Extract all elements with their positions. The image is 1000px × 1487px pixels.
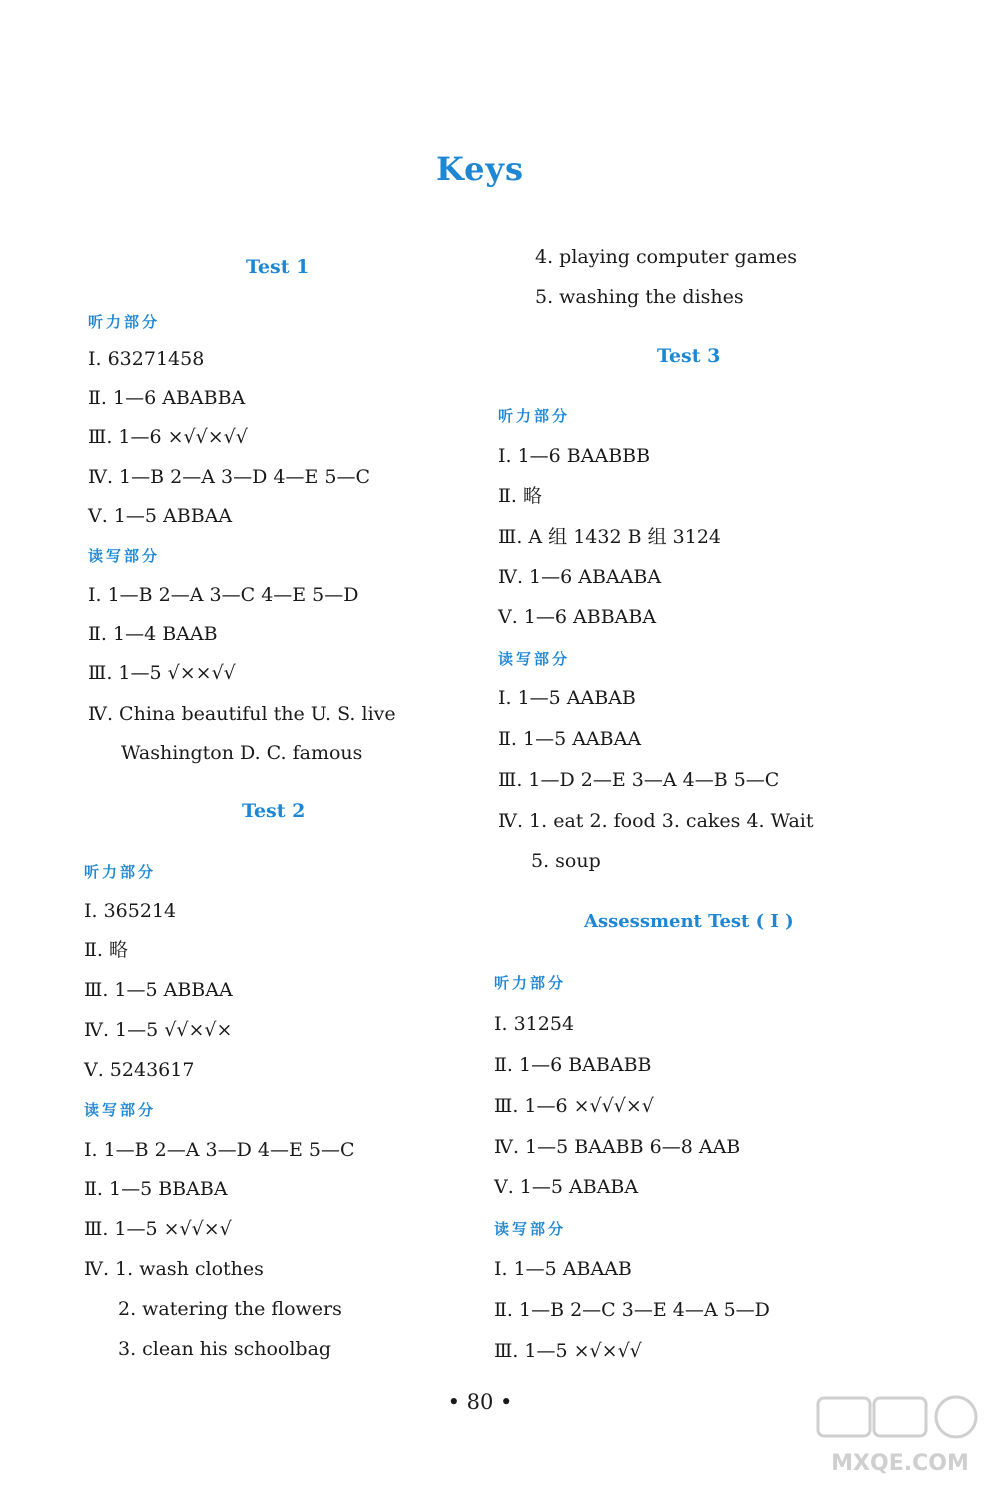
answer-line: Ⅱ. 1—5 AABAA	[498, 728, 642, 750]
answer-line: 3. clean his schoolbag	[118, 1338, 332, 1360]
answer-line: Ⅰ. 1—B 2—A 3—C 4—E 5—D	[88, 584, 359, 606]
answer-line: Ⅰ. 31254	[494, 1013, 575, 1035]
answer-line: Ⅱ. 1—5 BBABA	[84, 1178, 228, 1200]
answer-line: Ⅳ. 1—6 ABAABA	[498, 566, 662, 588]
test-1-rw-label: 读写部分	[88, 547, 161, 565]
answer-line: Ⅰ. 365214	[84, 900, 177, 922]
test-1-title: Test 1	[246, 256, 310, 278]
answer-line: Ⅴ. 1—5 ABABA	[494, 1176, 639, 1198]
assessment-listening-label: 听力部分	[494, 974, 567, 992]
answer-line: Ⅳ. 1. wash clothes	[84, 1258, 264, 1280]
answer-line: Ⅲ. 1—6 ×√√√×√	[494, 1095, 654, 1117]
answer-line: Washington D. C. famous	[121, 742, 363, 764]
answer-line: Ⅰ. 63271458	[88, 348, 205, 370]
answer-line: Ⅳ. 1—5 √√×√×	[84, 1019, 233, 1041]
answer-line: Ⅱ. 略	[498, 485, 542, 507]
answer-line: Ⅴ. 1—6 ABBABA	[498, 606, 657, 628]
test-3-listening-label: 听力部分	[498, 407, 571, 425]
answer-line: Ⅴ. 1—5 ABBAA	[88, 505, 233, 527]
test-2-rw-label: 读写部分	[84, 1101, 157, 1119]
answer-line: Ⅲ. 1—5 ABBAA	[84, 979, 233, 1001]
answer-line: 4. playing computer games	[535, 246, 797, 268]
answer-line: Ⅰ. 1—6 BAABBB	[498, 445, 651, 467]
test-2-listening-label: 听力部分	[84, 863, 157, 881]
answer-line: Ⅲ. 1—6 ×√√×√√	[88, 426, 248, 448]
answer-line: Ⅴ. 5243617	[84, 1059, 195, 1081]
answer-line: Ⅳ. 1. eat 2. food 3. cakes 4. Wait	[498, 810, 814, 832]
test-3-title: Test 3	[657, 345, 721, 367]
answer-line: Ⅲ. 1—5 √××√√	[88, 662, 236, 684]
test-2-title: Test 2	[242, 800, 306, 822]
answer-line: Ⅱ. 1—B 2—C 3—E 4—A 5—D	[494, 1299, 770, 1321]
answer-line: 5. soup	[531, 850, 601, 872]
answer-line: Ⅱ. 1—6 BABABB	[494, 1054, 652, 1076]
answer-line: Ⅳ. 1—B 2—A 3—D 4—E 5—C	[88, 466, 370, 488]
answer-line: Ⅱ. 1—4 BAAB	[88, 623, 218, 645]
answer-line: Ⅳ. China beautiful the U. S. live	[88, 703, 396, 725]
answer-line: Ⅲ. 1—5 ×√√×√	[84, 1218, 232, 1240]
page-title: Keys	[435, 150, 525, 188]
answer-line: Ⅱ. 1—6 ABABBA	[88, 387, 246, 409]
test-1-listening-label: 听力部分	[88, 313, 161, 331]
answer-line: Ⅲ. A 组 1432 B 组 3124	[498, 526, 721, 548]
assessment-rw-label: 读写部分	[494, 1220, 567, 1238]
page-number: • 80 •	[447, 1390, 513, 1414]
answer-line: Ⅰ. 1—B 2—A 3—D 4—E 5—C	[84, 1139, 355, 1161]
answer-line: 2. watering the flowers	[118, 1298, 342, 1320]
answer-line: Ⅳ. 1—5 BAABB 6—8 AAB	[494, 1136, 741, 1158]
answer-line: Ⅲ. 1—D 2—E 3—A 4—B 5—C	[498, 769, 780, 791]
assessment-test-title: Assessment Test ( Ⅰ )	[584, 911, 794, 932]
test-3-rw-label: 读写部分	[498, 650, 571, 668]
answer-line: Ⅲ. 1—5 ×√×√√	[494, 1340, 642, 1362]
answer-line: Ⅰ. 1—5 ABAAB	[494, 1258, 632, 1280]
watermark-url: MXQE.COM	[831, 1451, 969, 1476]
watermark-logo	[810, 1390, 990, 1480]
answer-line: Ⅰ. 1—5 AABAB	[498, 687, 636, 709]
answer-line: 5. washing the dishes	[535, 286, 744, 308]
answer-line: Ⅱ. 略	[84, 939, 128, 961]
